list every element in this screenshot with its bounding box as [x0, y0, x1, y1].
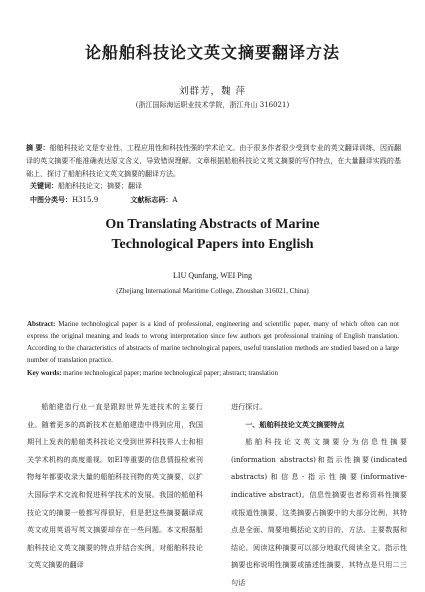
english-abstract-text: Marine technological paper is a kind of professional, engineering and scientific paper, many of which often can not express the original meaning and leads to wrong interpretation since few authors get professional training of English translation. According to the characteristics of abstracts of marine technological papers, useful translation methods are studied based on a large number of translation practice. [27, 320, 399, 364]
chinese-affiliation: (浙江国际海运职业技术学院，浙江舟山 316021) [135, 101, 290, 109]
chinese-keywords-text: 船舶科技论文；摘要；翻译 [58, 182, 142, 190]
english-abstract [27, 318, 399, 366]
chinese-abstract [26, 142, 401, 181]
chinese-abstract-label: 摘 要： [26, 144, 50, 152]
chinese-keywords [30, 181, 142, 191]
chinese-abstract-text: 船舶科技论文是专业性、工程应用性和科技性强的学术论文。由于很多作者很少受到专业的英文翻译训练，因而翻译的英文摘要不能准确表达原文含义，导致错误理解。文章根据船舶科技论文英文摘要的写作特点，在大量翻译实践的基础上，探讨了船舶科技论文英文摘要的翻译方法。 [26, 144, 402, 178]
section-heading: 一、船舶科技论文英文摘要特点 [245, 419, 345, 429]
body-paragraph: 船舶科技论文英文摘要分为信息性摘要(information abstracts)和指示性摘要(indicated abstracts)和信息-指示性摘要(informative-indicative abstract)。信息性摘要也者称资料性摘要或报道性摘要，这类摘要占摘要中的大部分比例，其特点是全面、简要地概括论文的目的、方法、主要数据和结论，阅读这种摘要可以部分地取代阅读全文。指示性摘要也称说明性摘要或描述性摘要，其特点是只用二三句话 [231, 437, 407, 587]
english-title [0, 215, 425, 255]
english-affiliation: (Zhejiang International Maritime College, Zhoushan 316021, China) [116, 287, 309, 295]
doc-code-label: 文献标志码： [130, 196, 173, 204]
doc-code: A [172, 196, 178, 204]
english-keywords-label: Key words: [27, 369, 62, 377]
chinese-keywords-label: 关键词： [30, 182, 58, 190]
body-paragraph: 船舶建造行业一直是跟踪世界先进技术的主要行业。随着更多的高新技术在船舶建造中得到应用，我国期刊上发表的船舶类科技论文受到世界科技界人士和相关学术机构的高度重视。如EI等重要的信息情报检索刊物每年都要收录大量的船舶科技刊物的英文摘要，以扩大国际学术交流和促进科学技术的发展。我国的船舶科技论文的摘要一般都写得很好，但是把这些摘要翻译成英文或用英语写英文摘要却存在一些问题。本文根据船舶科技论文英文摘要的特点并结合实例，对船舶科技论文英文摘要的翻译 [27, 402, 203, 570]
english-authors: LIU Qunfang, WEI Ping [173, 271, 252, 280]
body-column-right [231, 398, 407, 592]
chinese-authors: 刘群芳，魏 萍 [178, 86, 247, 97]
english-title-line2: Technological Papers into English [111, 237, 314, 252]
english-abstract-label: Abstract: [27, 320, 56, 328]
english-title-line1: On Translating Abstracts of Marine [105, 217, 320, 232]
chinese-title: 论船舶科技论文英文摘要翻译方法 [84, 43, 340, 62]
body-column-left [27, 398, 203, 574]
body-paragraph-continuation: 进行探讨。 [231, 402, 267, 411]
classification-line [30, 195, 177, 205]
english-keywords [27, 369, 399, 377]
classification-label: 中图分类号： [30, 196, 72, 204]
classification-number: H315.9 [72, 196, 99, 204]
english-keywords-text: marine technological paper; marine technological paper; abstract; translation [63, 369, 278, 377]
